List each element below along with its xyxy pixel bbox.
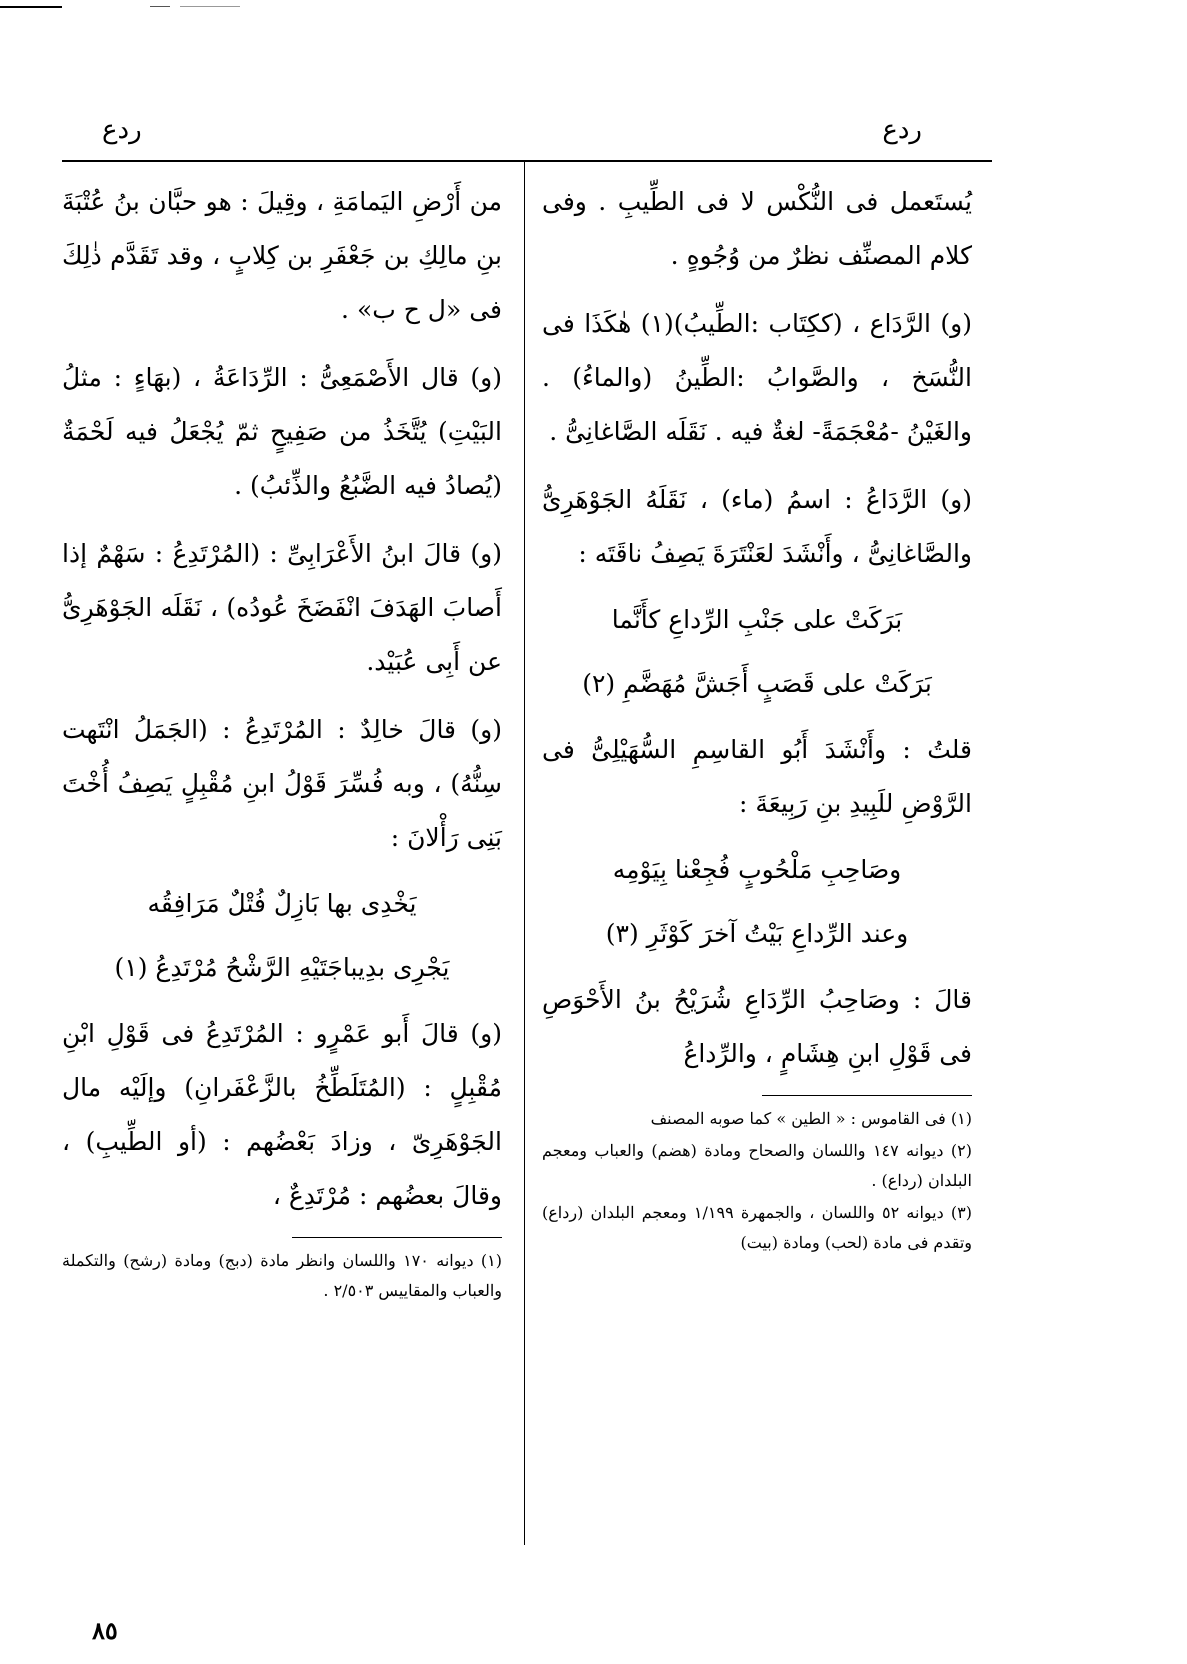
paragraph: (و) الرَّدَاع ، (ككِتَاب :الطِّيبُ)(١) هٰكَذَا فى النُّسَخ ، والصَّوابُ :الطِّينُ (والماءُ) . والغَيْنُ -مُعْجَمَةً- لغةٌ فيه . نَقَلَه الصَّاغانِىُّ . xyxy=(542,309,972,446)
verse-line: وعند الرِّداعِ بَيْتُ آخرَ كَوْثَرِ (٣) xyxy=(605,919,909,948)
paragraph: (و) قالَ خالِدٌ : المُرْتَدِعُ : (الجَمَلُ انْتَهت سِنُّهُ) ، وبه فُسِّرَ قَوْلُ ابنِ مُقْبِلٍ يَصِفُ أُخْتَ بَنِى رَأْلانَ : xyxy=(62,715,502,852)
verse-line: وصَاحِبِ مَلْحُوبٍ فُجِعْنا بِيَوْمِه xyxy=(612,855,902,884)
paragraph: (و) قالَ ابنُ الأَعْرَابِىِّ : (المُرْتَدِعُ : سَهْمٌ إذا أَصابَ الهَدَفَ انْفَضَخَ عُودُه) ، نَقَلَه الجَوْهَرِىُّ عن أَبِى عُبَيْد. xyxy=(62,539,502,676)
header-rule xyxy=(62,160,992,162)
verse-line: بَرَكَتْ على جَنْبِ الرِّداعِ كأَنَّما xyxy=(611,605,903,634)
verse-line: يَجْرِى بدِيباجَتَيْهِ الرَّشْحُ مُرْتَدِعُ (١) xyxy=(114,953,450,982)
left-column xyxy=(62,175,502,1308)
paragraph: (و) قالَ أَبو عَمْرٍو : المُرْتَدِعُ فى قَوْلِ ابْنِ مُقْبِلٍ : (المُتَلَطِّخُ بالزَّعْفَرانِ) وإلَيْه مال الجَوْهَرِىّ ، وزادَ بَعْضُهم : (أو الطِّيبِ) ، وقالَ بعضُهم : مُرْتَدِعٌ ، xyxy=(62,1019,502,1210)
paragraph: من أَرْضِ اليَمامَةِ ، وقِيلَ : هو حبَّان بنُ عُتْبَةَ بنِ مالِكِ بن جَعْفَرِ بن كِلابٍ ، وقد تَقَدَّم ذٰلِكَ فى «ل ح ب» . xyxy=(62,187,502,324)
column-divider xyxy=(524,160,525,1545)
right-column xyxy=(542,175,972,1260)
paragraph: قلتُ : وأَنْشَدَ أَبُو القاسِمِ السُّهَيْلِىُّ فى الرَّوْضِ للَبِيدِ بنِ رَبِيعَةَ : xyxy=(542,735,972,818)
footnote: (٢) ديوانه ١٤٧ واللسان والصحاح ومادة (هضم) والعباب ومعجم البلدان (رداع) . xyxy=(542,1141,973,1190)
paragraph: (و) قال الأَصْمَعِىُّ : الرِّدَاعَةُ ، (بهَاءٍ : مثلُ البَيْتِ) يُتَّخَذُ من صَفِيحٍ ثمّ يُجْعَلُ فيه لَحْمَةٌ (يُصادُ فيه الضَّبُعُ والذِّئبُ) . xyxy=(62,363,502,500)
page-number: ٨٥ xyxy=(92,1616,118,1645)
running-header-left: ردع xyxy=(102,115,142,145)
verse-line: بَرَكَتْ على قَصَبٍ أَجَشَّ مُهَضَّمِ (٢) xyxy=(582,669,932,698)
document-page xyxy=(62,105,992,1645)
paragraph: قالَ : وصَاحِبُ الرِّدَاعِ شُرَيْحُ بنُ الأَحْوَصِ فى قَوْلِ ابنِ هِشَامٍ ، والرِّداعُ xyxy=(542,985,972,1068)
paragraph: (و) الرَّدَاعُ : اسمُ (ماء) ، نَقَلَهُ الجَوْهَرِىُّ والصَّاغانِىُّ ، وأَنْشَدَ لعَنْتَرَةَ يَصِفُ ناقَتَه : xyxy=(542,485,972,568)
paragraph: يُستَعمل فى النُّكْس لا فى الطِّيبِ . وفى كلام المصنِّف نظرٌ من وُجُوهٍ . xyxy=(542,187,972,270)
footnote-rule xyxy=(762,1095,972,1096)
footnote: (١) فى القاموس : « الطين » كما صوبه المصنف xyxy=(650,1109,972,1128)
running-header-right: ردع xyxy=(882,115,922,145)
verse-line: يَخْدِى بها بَازِلٌ فُتْلٌ مَرَافِقُه xyxy=(147,889,417,918)
footnote: (١) ديوانه ١٧٠ واللسان وانظر مادة (دبج) ومادة (رشح) والتكملة والعباب والمقاييس ٢/٥٠٣ . xyxy=(62,1251,503,1300)
footnote: (٣) ديوانه ٥٢ واللسان ، والجمهرة ١/١٩٩ ومعجم البلدان (رداع) وتقدم فى مادة (لحب) ومادة (بيت) xyxy=(542,1203,973,1252)
scan-corner-marks xyxy=(0,4,240,10)
footnote-rule xyxy=(292,1237,502,1238)
